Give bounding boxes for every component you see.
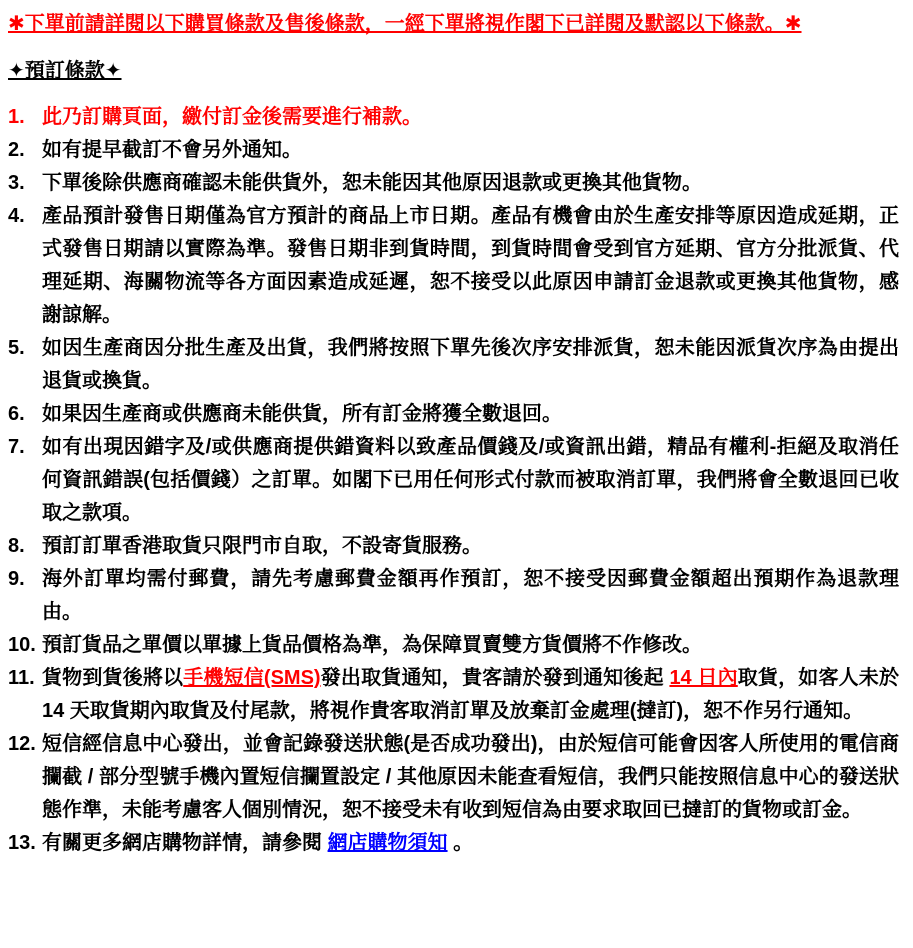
term-item-5 — [8, 332, 899, 398]
term-item-13 — [8, 827, 899, 860]
term-text: 如果因生產商或供應商未能供貨，所有訂金將獲全數退回。 — [42, 403, 562, 425]
term-text: 預訂訂單香港取貨只限門市自取，不設寄貨服務。 — [42, 535, 482, 557]
term-number: 8. — [8, 535, 25, 557]
term-number: 6. — [8, 403, 25, 425]
term-text-segment: 發出取貨通知，貴客請於發到通知後起 — [320, 667, 670, 689]
term-number: 13. — [8, 832, 36, 854]
term-text — [42, 827, 899, 860]
term-number: 10. — [8, 634, 36, 656]
purchase-warning-banner: ✱下單前請詳閱以下購買條款及售後條款，一經下單將視作閣下已詳閱及默認以下條款。✱ — [8, 13, 802, 35]
term-text: 下單後除供應商確認未能供貨外，恕未能因其他原因退款或更換其他貨物。 — [42, 172, 702, 194]
term-number: 7. — [8, 436, 25, 458]
term-number: 1. — [8, 106, 25, 128]
term-text: 預訂貨品之單價以單據上貨品價格為準，為保障買賣雙方貨價將不作修改。 — [42, 634, 702, 656]
term-number: 12. — [8, 733, 36, 755]
term-item-7 — [8, 431, 899, 530]
term-item-2 — [8, 134, 899, 167]
term-number: 9. — [8, 568, 25, 590]
term-text: 海外訂單均需付郵費，請先考慮郵費金額再作預訂，恕不接受因郵費金額超出預期作為退款理由。 — [42, 568, 899, 623]
term-text: 如有出現因錯字及/或供應商提供錯資料以致產品價錢及/或資訊出錯，精品有權利-拒絕及取消任何資訊錯誤(包括價錢）之訂單。如閣下已用任何形式付款而被取消訂單，我們將會全數退回已收取之款項。 — [42, 436, 899, 524]
section-title-preorder-terms: ✦預訂條款✦ — [8, 60, 122, 82]
sms-pickup-notice-highlight: 手機短信(SMS) — [183, 667, 321, 689]
term-text: 如因生產商因分批生產及出貨，我們將按照下單先後次序安排派貨，恕未能因派貨次序為由提出退貨或換貨。 — [42, 337, 899, 392]
pickup-deadline-highlight: 14 日內 — [669, 667, 738, 689]
term-item-3 — [8, 167, 899, 200]
term-item-6 — [8, 398, 899, 431]
term-number: 5. — [8, 337, 25, 359]
term-item-12 — [8, 728, 899, 827]
term-item-9 — [8, 563, 899, 629]
term-number: 11. — [8, 667, 35, 689]
term-text: 如有提早截訂不會另外通知。 — [42, 139, 302, 161]
term-text: 短信經信息中心發出，並會記錄發送狀態(是否成功發出)，由於短信可能會因客人所使用的電信商攔截 / 部分型號手機內置短信攔置設定 / 其他原因未能查看短信，我們只能按照信息中心的發送狀態作準，未能考慮客人個別情況，恕不接受未有收到短信為由要求取回已撻訂的貨物或訂金。 — [42, 733, 899, 821]
term-text: 此乃訂購頁面，繳付訂金後需要進行補款。 — [42, 106, 422, 128]
term-text-segment: 取貨，如客人未於 14 天取貨期內取貨及付尾款，將視作貴客取消訂單及放棄訂金處理(撻訂)，恕不作另行通知。 — [42, 667, 899, 722]
term-item-11 — [8, 662, 899, 728]
term-number: 2. — [8, 139, 25, 161]
term-item-8 — [8, 530, 899, 563]
term-text-segment: 有關更多網店購物詳情，請參閱 — [42, 832, 328, 854]
terms-list — [8, 101, 899, 860]
term-text — [42, 662, 899, 728]
term-number: 3. — [8, 172, 25, 194]
term-text-segment: 。 — [447, 832, 474, 854]
shop-guide-link[interactable]: 網店購物須知 — [327, 832, 448, 854]
term-text-segment: 貨物到貨後將以 — [42, 667, 184, 689]
term-item-4 — [8, 200, 899, 332]
term-number: 4. — [8, 205, 25, 227]
term-text: 產品預計發售日期僅為官方預計的商品上市日期。產品有機會由於生產安排等原因造成延期，正式發售日期請以實際為準。發售日期非到貨時間，到貨時間會受到官方延期、官方分批派貨、代理延期、海關物流等各方面因素造成延遲，恕不接受以此原因申請訂金退款或更換其他貨物，感謝諒解。 — [42, 205, 899, 326]
term-item-1 — [8, 101, 899, 134]
term-item-10 — [8, 629, 899, 662]
